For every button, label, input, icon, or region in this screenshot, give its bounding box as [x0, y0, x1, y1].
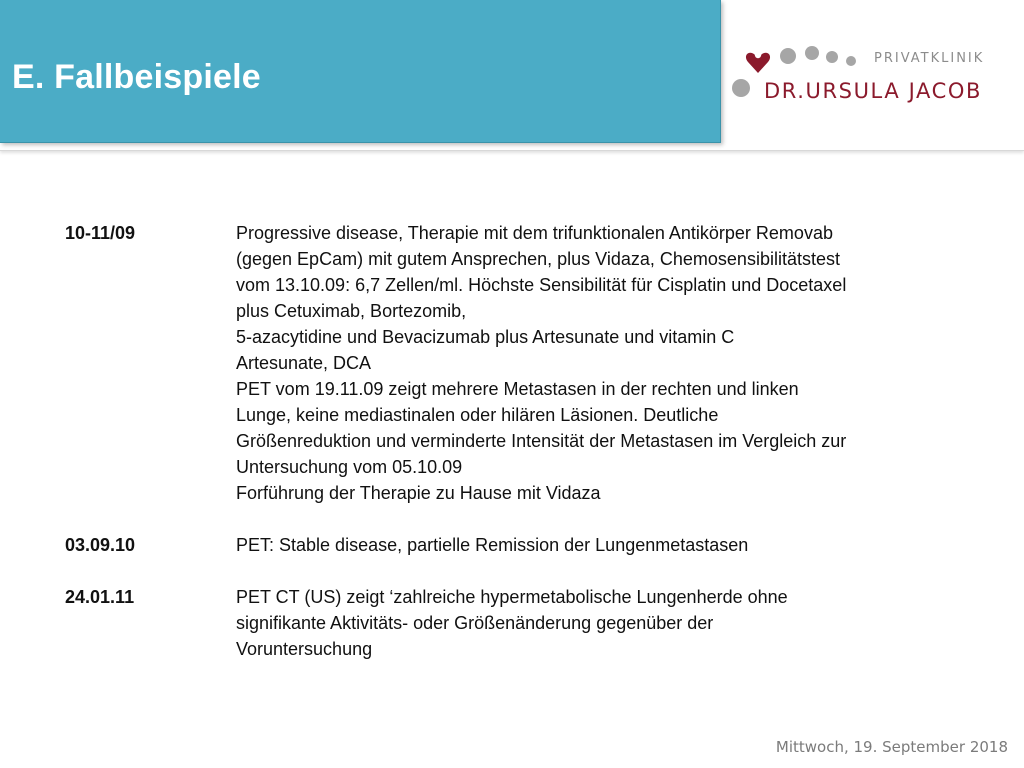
entry-date: 24.01.11: [65, 587, 135, 607]
slide-date: Mittwoch, 19. September 2018: [775, 738, 1008, 756]
description-line: Voruntersuchung: [236, 639, 373, 659]
slide-title: E. Fallbeispiele: [12, 58, 261, 96]
description-line: PET vom 19.11.09 zeigt mehrere Metastasen in der rechten und linken: [236, 379, 799, 399]
description-line: Lunge, keine mediastinalen oder hilären Läsionen. Deutliche: [236, 405, 719, 425]
logo-subtitle: PRIVATKLINIK: [874, 51, 985, 66]
case-timeline: [65, 220, 985, 688]
logo-clinic-name: DR.URSULA JACOB: [764, 79, 982, 103]
description-line: Forführung der Therapie zu Hause mit Vidaza: [236, 483, 601, 503]
slide-header: [0, 0, 1024, 151]
clinic-logo: [728, 40, 1018, 110]
entry-description: [236, 532, 985, 558]
entry-date: 03.09.10: [65, 535, 136, 555]
description-line: Größenreduktion und verminderte Intensität der Metastasen im Vergleich zur: [236, 431, 847, 451]
entry-date: 10-11/09: [65, 223, 136, 243]
description-line: (gegen EpCam) mit gutem Ansprechen, plus Vidaza, Chemosensibilitätstest: [236, 249, 840, 269]
timeline-entry: [65, 532, 985, 558]
description-line: vom 13.10.09: 6,7 Zellen/ml. Höchste Sensibilität für Cisplatin und Docetaxel: [236, 275, 847, 295]
entry-description: [236, 584, 985, 662]
entry-description: [236, 220, 985, 506]
description-line: Artesunate, DCA: [236, 353, 372, 373]
description-line: 5-azacytidine und Bevacizumab plus Artesunate und vitamin C: [236, 327, 735, 347]
description-line: signifikante Aktivitäts- oder Größenänderung gegenüber der: [236, 613, 714, 633]
description-line: Progressive disease, Therapie mit dem trifunktionalen Antikörper Removab: [236, 223, 833, 243]
timeline-entry: [65, 220, 985, 506]
timeline-entry: [65, 584, 985, 662]
description-line: Untersuchung vom 05.10.09: [236, 457, 463, 477]
description-line: PET: Stable disease, partielle Remission der Lungenmetastasen: [236, 535, 749, 555]
description-line: plus Cetuximab, Bortezomib,: [236, 301, 467, 321]
description-line: PET CT (US) zeigt ‘zahlreiche hypermetabolische Lungenherde ohne: [236, 587, 788, 607]
title-banner: [0, 0, 721, 143]
